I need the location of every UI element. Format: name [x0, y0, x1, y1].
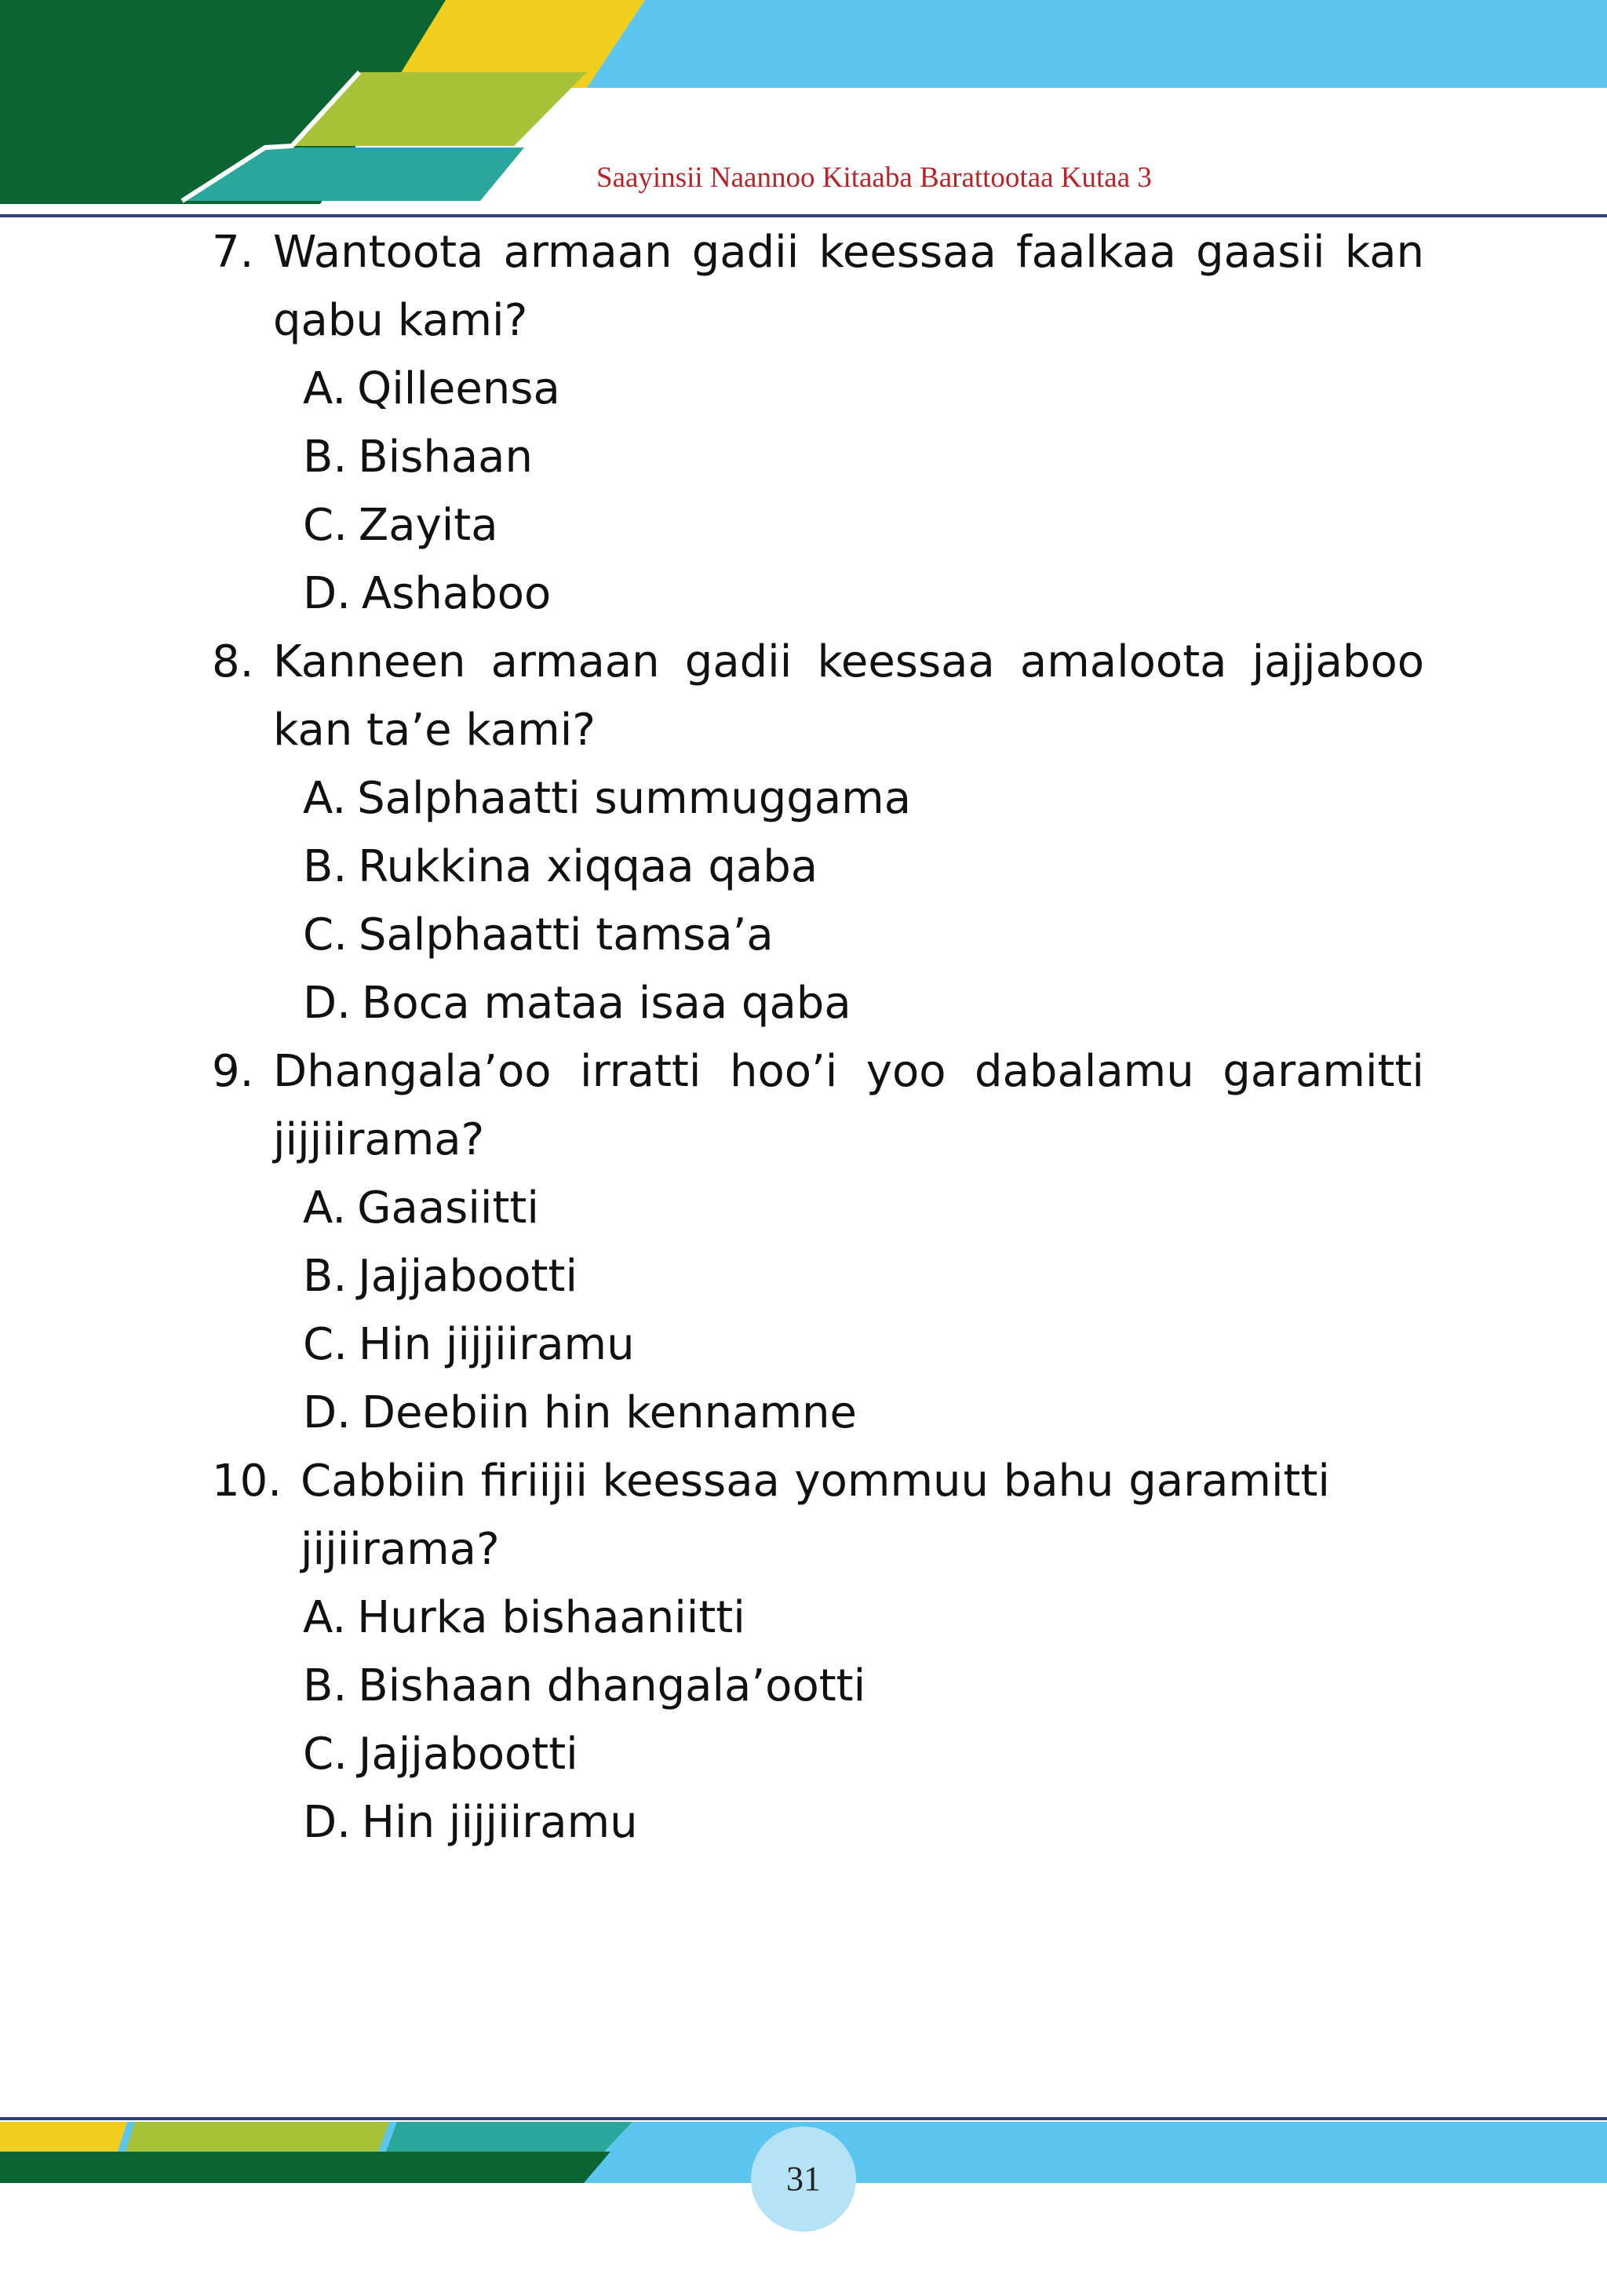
option-letter: A. — [303, 363, 347, 414]
option-letter: D. — [303, 568, 351, 619]
option-text: Boca mataa isaa qaba — [361, 978, 851, 1029]
footer-lime-stripe — [126, 2122, 389, 2152]
question-7 — [212, 218, 1424, 628]
header-rule — [0, 214, 1607, 217]
question-body — [273, 628, 1424, 1037]
option-text: Ashaboo — [361, 568, 552, 619]
option-letter: D. — [303, 1797, 351, 1848]
question-number: 10. — [212, 1456, 282, 1507]
answer-options — [273, 764, 1424, 1037]
question-number: 8. — [212, 636, 254, 687]
option-text: Jajjabootti — [358, 1251, 578, 1302]
option-text: Hin jijjiiramu — [358, 1319, 635, 1370]
option-text: Qilleensa — [357, 363, 560, 414]
footer-dark-green-band — [0, 2152, 610, 2183]
option-b — [303, 833, 1424, 901]
option-text: Gaasiitti — [357, 1183, 539, 1234]
question-9 — [212, 1037, 1424, 1447]
option-text: Rukkina xiqqaa qaba — [358, 841, 818, 892]
option-b — [303, 1242, 1424, 1310]
running-head: Saayinsii Naannoo Kitaaba Barattootaa Kutaa 3 — [596, 162, 1152, 194]
option-text: Hurka bishaaniitti — [357, 1592, 745, 1643]
option-text: Salphaatti summuggama — [357, 773, 912, 824]
option-c — [303, 491, 1424, 559]
answer-options — [273, 355, 1424, 628]
option-letter: B. — [303, 1251, 348, 1302]
option-text: Deebiin hin kennamne — [361, 1387, 857, 1438]
option-b — [303, 423, 1424, 491]
option-letter: C. — [303, 500, 348, 551]
option-letter: B. — [303, 1660, 348, 1711]
option-a — [303, 1584, 1424, 1652]
option-text: Hin jijjiiramu — [361, 1797, 638, 1848]
question-list — [212, 218, 1424, 1857]
question-8 — [212, 628, 1424, 1037]
option-letter: C. — [303, 1729, 348, 1780]
option-letter: B. — [303, 432, 348, 483]
footer-teal-stripe — [386, 2122, 632, 2152]
footer-rule — [0, 2117, 1607, 2120]
option-text: Bishaan dhangala’ootti — [358, 1660, 866, 1711]
answer-options — [301, 1584, 1424, 1857]
option-d — [303, 559, 1424, 628]
option-letter: A. — [303, 1183, 347, 1234]
question-text: Dhangala’oo irratti hoo’i yoo dabalamu garamitti jijjiirama? — [273, 1046, 1424, 1165]
option-a — [303, 1174, 1424, 1242]
option-d — [303, 969, 1424, 1037]
option-letter: B. — [303, 841, 348, 892]
option-c — [303, 1720, 1424, 1788]
option-letter: C. — [303, 909, 348, 960]
question-text: Kanneen armaan gadii keessaa amaloota jajjaboo kan ta’e kami? — [273, 636, 1424, 756]
option-d — [303, 1788, 1424, 1857]
question-number: 7. — [212, 227, 254, 278]
question-text: Wantoota armaan gadii keessaa faalkaa gaasii kan qabu kami? — [273, 227, 1424, 346]
page-number: 31 — [786, 2159, 821, 2198]
option-a — [303, 764, 1424, 833]
question-body — [273, 1037, 1424, 1447]
option-text: Zayita — [358, 500, 498, 551]
answer-options — [273, 1174, 1424, 1447]
question-body — [301, 1447, 1424, 1857]
question-number: 9. — [212, 1046, 254, 1097]
option-d — [303, 1379, 1424, 1447]
option-letter: A. — [303, 1592, 347, 1643]
option-letter: D. — [303, 978, 351, 1029]
option-b — [303, 1652, 1424, 1720]
option-c — [303, 901, 1424, 969]
option-text: Jajjabootti — [358, 1729, 578, 1780]
option-letter: D. — [303, 1387, 351, 1438]
option-a — [303, 355, 1424, 423]
option-letter: A. — [303, 773, 347, 824]
option-text: Salphaatti tamsa’a — [358, 909, 774, 960]
question-body — [273, 218, 1424, 628]
footer-yellow-stripe — [0, 2122, 127, 2152]
option-letter: C. — [303, 1319, 348, 1370]
option-c — [303, 1310, 1424, 1379]
question-text: Cabbiin firiijii keessaa yommuu bahu garamitti jijiirama? — [301, 1456, 1330, 1575]
question-10 — [212, 1447, 1424, 1857]
option-text: Bishaan — [358, 432, 533, 483]
